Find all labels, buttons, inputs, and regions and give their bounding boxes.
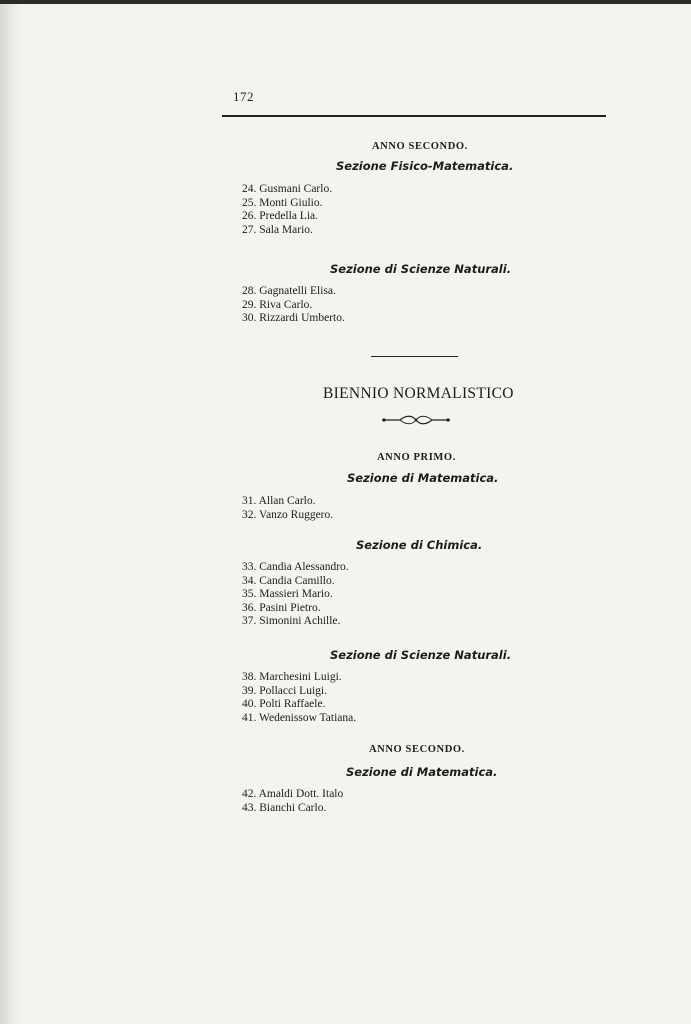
list-item: 42. Amaldi Dott. Italo xyxy=(242,788,344,800)
header-rule xyxy=(222,115,606,117)
student-list xyxy=(242,561,349,629)
list-item: 36. Pasini Pietro. xyxy=(242,601,321,614)
sezione-heading: Sezione di Chimica. xyxy=(356,538,483,552)
student-list xyxy=(242,788,343,815)
list-item: 29. Riva Carlo. xyxy=(242,298,313,311)
list-item: 35. Massieri Mario. xyxy=(242,588,333,601)
anno-heading: ANNO SECONDO. xyxy=(369,744,465,755)
list-item: 30. Rizzardi Umberto. xyxy=(242,312,345,325)
list-item: 39. Pollacci Luigi. xyxy=(242,684,327,697)
list-item: 41. Wedenissow Tatiana. xyxy=(242,711,357,724)
list-item: 38. Marchesini Luigi. xyxy=(242,671,342,683)
section-divider xyxy=(371,356,458,357)
list-item: 43. Bianchi Carlo. xyxy=(242,801,327,814)
list-item: 27. Sala Mario. xyxy=(242,223,313,236)
list-item: 34. Candia Camillo. xyxy=(242,574,335,587)
list-item: 26. Predella Lia. xyxy=(242,210,319,223)
list-item: 40. Polti Raffaele. xyxy=(242,698,326,711)
page-top-edge xyxy=(0,0,691,4)
list-item: 31. Allan Carlo. xyxy=(242,495,316,507)
list-item: 24. Gusmani Carlo. xyxy=(242,183,333,195)
page-binding-edge xyxy=(0,0,22,1024)
list-item: 25. Monti Giulio. xyxy=(242,196,323,209)
sezione-heading: Sezione di Scienze Naturali. xyxy=(330,648,512,662)
ornament-icon xyxy=(380,414,452,426)
list-item: 37. Simonini Achille. xyxy=(242,615,341,628)
student-list xyxy=(242,285,345,326)
anno-heading: ANNO SECONDO. xyxy=(372,141,468,152)
student-list xyxy=(242,495,333,522)
sezione-heading: Sezione di Matematica. xyxy=(346,765,498,779)
list-item: 28. Gagnatelli Elisa. xyxy=(242,285,336,297)
sezione-heading: Sezione di Scienze Naturali. xyxy=(330,262,512,276)
sezione-heading: Sezione Fisico-Matematica. xyxy=(336,159,514,173)
biennio-title: BIENNIO NORMALISTICO xyxy=(323,385,514,402)
anno-heading: ANNO PRIMO. xyxy=(377,452,456,463)
student-list xyxy=(242,183,332,237)
student-list xyxy=(242,671,356,725)
list-item: 32. Vanzo Ruggero. xyxy=(242,508,334,521)
list-item: 33. Candia Alessandro. xyxy=(242,561,349,573)
sezione-heading: Sezione di Matematica. xyxy=(347,471,499,485)
page-number: 172 xyxy=(233,89,254,104)
